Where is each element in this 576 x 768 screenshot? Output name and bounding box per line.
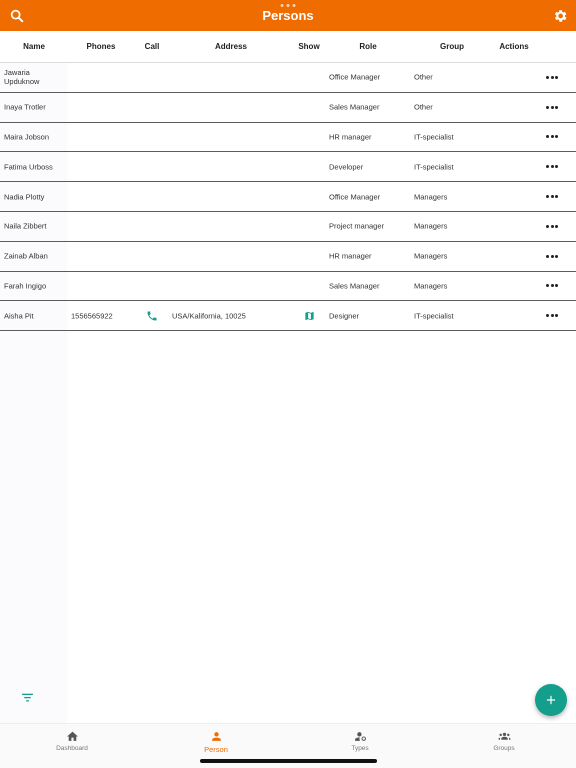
person-role: Office Manager bbox=[329, 72, 381, 82]
column-header-role[interactable]: Role bbox=[359, 42, 377, 51]
nav-item-person[interactable] bbox=[176, 730, 256, 754]
person-group: Managers bbox=[414, 192, 448, 202]
more-horizontal-icon[interactable] bbox=[546, 195, 560, 199]
person-phone: 1556565922 bbox=[71, 311, 113, 321]
person-group: Other bbox=[414, 102, 433, 112]
map-icon[interactable] bbox=[304, 310, 315, 321]
more-horizontal-icon[interactable] bbox=[546, 314, 560, 318]
person-name: Inaya Trotler bbox=[4, 102, 46, 112]
more-horizontal-icon[interactable] bbox=[546, 254, 560, 258]
more-horizontal-icon[interactable] bbox=[546, 135, 560, 139]
nav-item-groups[interactable] bbox=[464, 730, 544, 752]
table-header bbox=[0, 31, 576, 63]
column-header-name[interactable]: Name bbox=[23, 42, 45, 51]
home-indicator bbox=[200, 759, 377, 763]
add-person-button[interactable] bbox=[535, 684, 567, 716]
column-header-show[interactable]: Show bbox=[298, 42, 320, 51]
more-horizontal-icon[interactable] bbox=[546, 284, 560, 288]
table-row[interactable] bbox=[0, 272, 576, 302]
table-row[interactable] bbox=[0, 152, 576, 182]
phone-icon[interactable] bbox=[146, 310, 158, 322]
column-header-group[interactable]: Group bbox=[440, 42, 464, 51]
person-role: HR manager bbox=[329, 132, 372, 142]
nav-label: Dashboard bbox=[56, 745, 88, 752]
gear-icon[interactable] bbox=[552, 8, 568, 24]
person-role: Designer bbox=[329, 311, 360, 321]
person-role: Sales Manager bbox=[329, 102, 380, 112]
nav-item-types[interactable] bbox=[320, 730, 400, 752]
persons-table bbox=[0, 63, 576, 331]
person-role: Developer bbox=[329, 162, 364, 172]
person-group: IT-specialist bbox=[414, 311, 454, 321]
table-row[interactable] bbox=[0, 123, 576, 153]
column-header-actions[interactable]: Actions bbox=[499, 42, 529, 51]
plus-icon bbox=[544, 693, 558, 707]
person-group: Other bbox=[414, 72, 433, 82]
table-row[interactable] bbox=[0, 212, 576, 242]
person-group: IT-specialist bbox=[414, 162, 454, 172]
page-title: Persons bbox=[262, 8, 314, 23]
more-horizontal-icon[interactable] bbox=[546, 224, 560, 228]
person-name: Fatima Urboss bbox=[4, 162, 53, 172]
person-settings-icon bbox=[354, 730, 367, 743]
person-group: Managers bbox=[414, 251, 448, 261]
person-name: Zainab Alban bbox=[4, 251, 48, 261]
more-horizontal-icon[interactable] bbox=[546, 165, 560, 169]
person-group: Managers bbox=[414, 221, 448, 231]
person-role: Sales Manager bbox=[329, 281, 380, 291]
group-icon bbox=[498, 730, 511, 743]
person-role: Office Manager bbox=[329, 192, 381, 202]
person-name: Farah Ingigo bbox=[4, 281, 47, 291]
person-group: Managers bbox=[414, 281, 448, 291]
column-header-phones[interactable]: Phones bbox=[86, 42, 116, 51]
table-row[interactable] bbox=[0, 242, 576, 272]
more-horizontal-icon[interactable] bbox=[546, 75, 560, 79]
nav-item-dashboard[interactable] bbox=[32, 730, 112, 752]
nav-label: Types bbox=[351, 745, 369, 752]
drag-handle-dots bbox=[281, 4, 296, 7]
person-name: Maira Jobson bbox=[4, 132, 50, 142]
person-name: Aisha Pit bbox=[4, 311, 34, 321]
table-row[interactable] bbox=[0, 93, 576, 123]
person-role: HR manager bbox=[329, 251, 372, 261]
home-icon bbox=[66, 730, 79, 743]
column-header-address[interactable]: Address bbox=[214, 42, 248, 51]
app-bar bbox=[0, 0, 576, 31]
person-address: USA/Kalifornia, 10025 bbox=[172, 311, 246, 321]
person-icon bbox=[210, 730, 223, 743]
filter-icon[interactable] bbox=[21, 692, 34, 703]
person-name: Jawaria Upduknow bbox=[4, 68, 40, 87]
nav-label: Groups bbox=[493, 745, 515, 752]
more-horizontal-icon[interactable] bbox=[546, 105, 560, 109]
column-header-call[interactable]: Call bbox=[144, 42, 160, 51]
person-role: Project manager bbox=[329, 221, 385, 231]
nav-label: Person bbox=[204, 745, 228, 754]
person-group: IT-specialist bbox=[414, 132, 454, 142]
table-row[interactable] bbox=[0, 182, 576, 212]
person-name: Naila Zibbert bbox=[4, 221, 47, 231]
table-row[interactable] bbox=[0, 301, 576, 331]
table-row[interactable] bbox=[0, 63, 576, 93]
person-name: Nadia Plotty bbox=[4, 192, 45, 202]
